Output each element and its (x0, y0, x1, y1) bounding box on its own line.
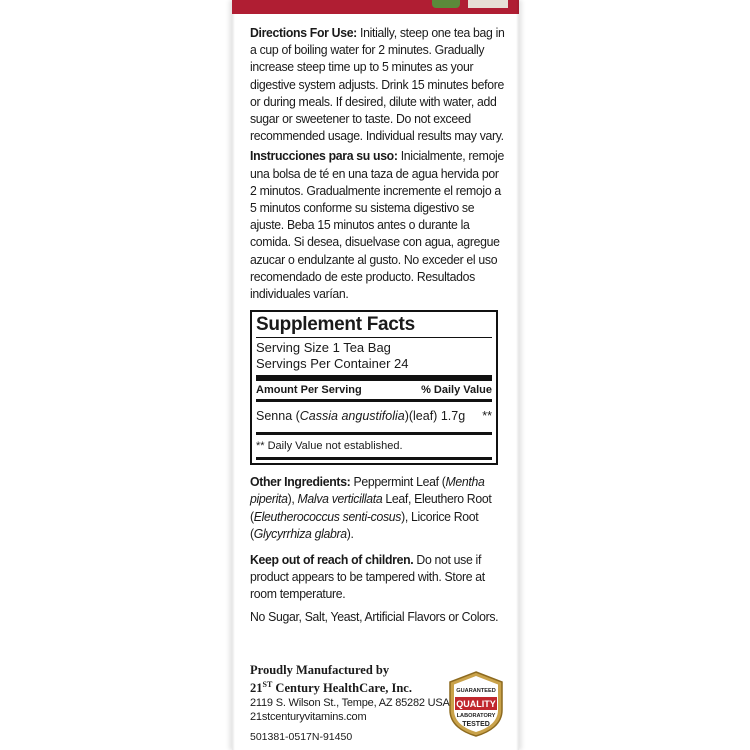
other-ingredients-heading: Other Ingredients: (250, 474, 351, 490)
supplement-facts-title: Supplement Facts (256, 314, 415, 336)
ingredient-dv: ** (482, 409, 492, 424)
oi-latin-1: Mentha piperita (250, 474, 485, 507)
oi-text-1: Peppermint Leaf ( (350, 474, 446, 490)
directions-en-text: Initially, steep one tea bag in a cup of boiling water for 2 minutes. Gradually increase steep time up to 5 minutes as your digestive system adjusts. Drink 15 minutes before or during meals. If desired, dilute with water, add sugar or sweetener to taste. Do not exceed recommended usage. Individual results may vary. (250, 25, 505, 144)
product-box-side-panel (232, 0, 519, 750)
ingredient-name: Senna ( (256, 409, 300, 424)
ingredient-amount: )(leaf) 1.7g (404, 409, 466, 424)
ingredient-row (256, 404, 492, 430)
ingredient-latin: Cassia angustifolia (299, 409, 405, 424)
top-color-band (232, 0, 519, 14)
sf-bottom-rule (256, 457, 492, 460)
quality-seal-icon (446, 670, 506, 738)
mfr-name-rest: Century HealthCare, Inc. (272, 681, 412, 696)
oi-text-4: ), Licorice Root ( (250, 508, 479, 541)
free-from-statement: No Sugar, Salt, Yeast, Artificial Flavors or Colors. (250, 608, 499, 624)
oi-text-2: ), (287, 491, 298, 507)
col-daily-value: % Daily Value (421, 384, 492, 397)
sf-footnote: ** Daily Value not established. (256, 440, 403, 453)
manufacturer-block (250, 663, 450, 744)
sf-medium-divider-2 (256, 432, 492, 435)
seal-bottom-text-2: TESTED (462, 721, 490, 728)
oi-text-3: Leaf, Eleuthero Root ( (250, 491, 492, 524)
col-amount-per-serving: Amount Per Serving (256, 384, 362, 397)
servings-per-container: Servings Per Container 24 (256, 356, 409, 372)
ingredient-label (256, 408, 465, 425)
directions-es-heading: Instrucciones para su uso: (250, 148, 398, 164)
seal-top-text: GUARANTEED (456, 688, 496, 694)
band-green-accent (432, 0, 460, 8)
directions-en (250, 24, 507, 144)
supplement-facts-panel (250, 310, 498, 465)
product-code: 501381-0517N-91450 (250, 731, 353, 744)
sf-column-headers (256, 383, 492, 397)
sf-thick-divider (256, 375, 492, 381)
directions-es-text: Inicialmente, remoje una bolsa de té en una taza de agua hervida por 2 minutos. Gradualmente incremente el remojo a 5 minutos conforme su sistema digestivo se ajuste. Beba 15 minutos antes o durante la comida. Si desea, disuelvase con agua, agregue azucar o endulzante al gusto. No exceder el uso recomendado de este producto. Resultados individuales varían. (250, 148, 504, 302)
serving-size: Serving Size 1 Tea Bag (256, 340, 391, 356)
manufactured-by: Proudly Manufactured by (250, 663, 390, 677)
oi-latin-2: Malva verticillata (297, 491, 383, 507)
warning (250, 551, 507, 603)
band-light-accent (468, 0, 508, 8)
sf-medium-divider (256, 399, 492, 402)
other-ingredients (250, 473, 507, 542)
warning-heading: Keep out of reach of children. (250, 552, 414, 568)
warning-text: Do not use if product appears to be tampered with. Store at room temperature. (250, 552, 485, 602)
manufacturer-website: 21stcenturyvitamins.com (250, 711, 367, 724)
mfr-name-sup: ST (262, 680, 273, 689)
directions-es (250, 147, 507, 302)
oi-latin-3: Eleutherococcus senti-cosus (253, 508, 402, 524)
label-content (250, 24, 506, 628)
manufacturer-name (250, 677, 450, 696)
sf-divider (256, 337, 492, 338)
oi-text-5: ). (346, 525, 354, 541)
manufacturer-address: 2119 S. Wilson St., Tempe, AZ 85282 USA (250, 697, 450, 710)
seal-middle-text: QUALITY (456, 699, 496, 709)
oi-latin-4: Glycyrrhiza glabra (253, 525, 347, 541)
directions-en-heading: Directions For Use: (250, 25, 357, 40)
mfr-name-number: 21 (250, 681, 263, 696)
seal-bottom-text-1: LABORATORY (456, 713, 496, 719)
